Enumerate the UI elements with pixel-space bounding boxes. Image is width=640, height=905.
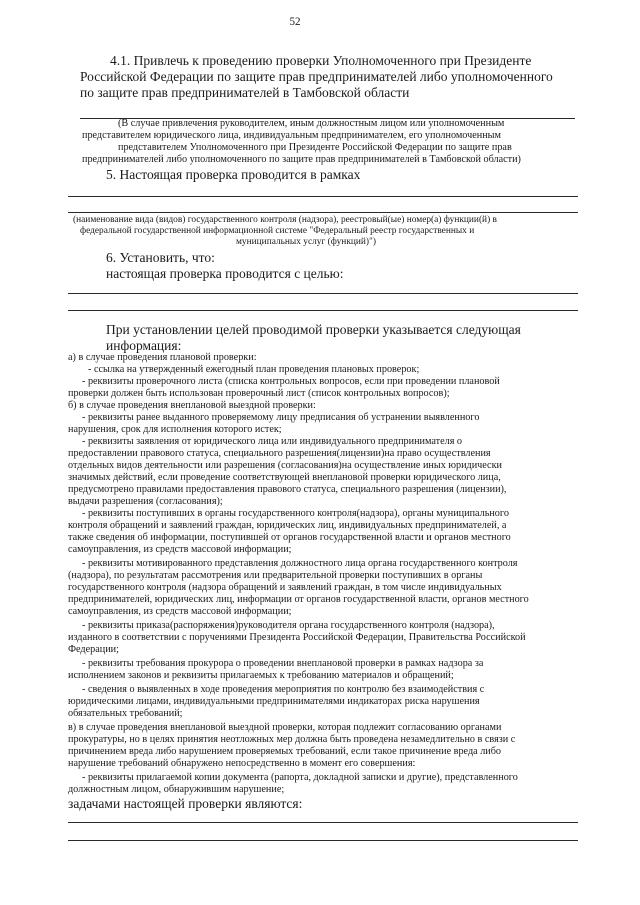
goals-heading-line-1: При установлении целей проводимой проверки указывается следующая — [106, 322, 521, 337]
note-5-line-2: федеральной государственной информационной системе "Федеральный реестр государственных и — [80, 226, 475, 236]
body-line: исполнением законов и реквизиты прилагаемых к требованию материалов и обращений; — [68, 670, 454, 681]
body-line: предпринимателей, юридических лиц, информации от органов государственной власти, органов местного — [68, 594, 529, 605]
note-4-1-line-4: предпринимателей либо уполномоченного по защите прав предпринимателей в Тамбовской области) — [82, 154, 521, 165]
body-line: выдачи разрешения (согласования); — [68, 496, 223, 507]
fill-line — [68, 196, 578, 197]
body-line: - реквизиты проверочного листа (списка контрольных вопросов, если при проведении плановой — [82, 376, 500, 387]
body-line: - ссылка на утвержденный ежегодный план проведения плановых проверок; — [88, 364, 420, 375]
body-line: б) в случае проведения внеплановой выездной проверки: — [68, 400, 316, 411]
body-line: - реквизиты приказа(распоряжения)руководителя органа государственного контроля (надзора), — [82, 620, 495, 631]
item-4-1-line-3: по защите прав предпринимателей в Тамбовской области — [80, 85, 410, 100]
fill-line — [68, 822, 578, 823]
body-line: предусмотрено правилами предоставления правового статуса, специального разрешения (лицензии), — [68, 484, 507, 495]
body-line: самоуправления, из средств массовой информации; — [68, 606, 292, 617]
item-6-label: 6. Установить, что: — [106, 250, 215, 265]
body-line: Федерации; — [68, 644, 119, 655]
body-line: обязательных требований; — [68, 708, 183, 719]
body-line: отдельных видов деятельности или разрешения (согласования)на осуществление иных юридически — [68, 460, 502, 471]
body-line: причинением вреда либо нарушением проверяемых требований, если такое причинение вреда либо — [68, 746, 502, 757]
body-line: проверки должен быть использован проверочный лист (список контрольных вопросов); — [68, 388, 450, 399]
body-line: государственного контроля (надзора обращений и заявлений граждан, в том числе индивидуальных — [68, 582, 502, 593]
item-6-goal-label: настоящая проверка проводится с целью: — [106, 266, 344, 281]
note-5-line-3: муниципальных услуг (функций)") — [236, 237, 376, 247]
item-5-label: 5. Настоящая проверка проводится в рамках — [106, 167, 361, 182]
fill-line — [68, 310, 578, 311]
note-4-1-line-2: представителем юридического лица, индивидуальным предпринимателем, его уполномоченным — [82, 130, 501, 141]
body-line: - реквизиты прилагаемой копии документа (рапорта, докладной записки и другие), представленного — [82, 772, 518, 783]
note-4-1-line-1: (В случае привлечения руководителем, иным должностным лицом или уполномоченным — [118, 118, 505, 129]
body-line: - реквизиты требования прокурора о проведении внеплановой проверки в рамках надзора за — [82, 658, 484, 669]
body-line: - реквизиты мотивированного представления должностного лица органа государственного контроля — [82, 558, 518, 569]
note-5-line-1: (наименование вида (видов) государственного контроля (надзора), реестровый(ые) номер(а) функции(й) в — [73, 215, 497, 225]
body-line: нарушение требований обнаружено непосредственно в момент его совершения: — [68, 758, 416, 769]
body-line: юридическими лицами, индивидуальными предпринимателями индикаторах риска нарушения — [68, 696, 480, 707]
body-line: - сведения о выявленных в ходе проведения мероприятия по контролю без взаимодействия с — [82, 684, 485, 695]
note-4-1-line-3: представителем Уполномоченного при Президенте Российской Федерации по защите прав — [118, 142, 512, 153]
fill-line — [68, 840, 578, 841]
body-line: прокуратуры, но в целях принятия неотложных мер должна быть проведена незамедлительно в связи с — [68, 734, 516, 745]
fill-line — [68, 212, 578, 213]
body-line: - реквизиты заявления от юридического лица или индивидуального предпринимателя о — [82, 436, 463, 447]
body-line: должностным лицом, обнаружившим нарушение; — [68, 784, 285, 795]
page-number: 52 — [289, 14, 301, 28]
body-line: значимых действий, если проведение соответствующей внеплановой проверки юридического лица, — [68, 472, 501, 483]
body-line: также сведения об информации, поступившей от органов государственной власти и органов местного — [68, 532, 511, 543]
tasks-label: задачами настоящей проверки являются: — [68, 796, 303, 811]
item-4-1-line-2: Российской Федерации по защите прав предпринимателей либо уполномоченного — [80, 69, 553, 84]
body-line: самоуправления, из средств массовой информации; — [68, 544, 292, 555]
body-line: в) в случае проведения внеплановой выездной проверки, которая подлежит согласованию органами — [68, 722, 502, 733]
body-line: предоставлении правового статуса, специального разрешения(лицензии)на право осуществления — [68, 448, 491, 459]
goals-heading-line-2: информация: — [106, 338, 182, 353]
body-line: а) в случае проведения плановой проверки: — [68, 352, 257, 363]
body-line: нарушения, срок для исполнения которого истек; — [68, 424, 282, 435]
body-line: (надзора), по результатам рассмотрения или предварительной проверки поступивших в органы — [68, 570, 483, 581]
body-line: - реквизиты ранее выданного проверяемому лицу предписания об устранении выявленного — [82, 412, 480, 423]
fill-line — [68, 293, 578, 294]
body-line: изданного в соответствии с поручениями Президента Российской Федерации, Правительства Российской — [68, 632, 526, 643]
body-line: контроля обращений и заявлений граждан, юридических лиц, индивидуальных предпринимателей, а — [68, 520, 507, 531]
body-line: - реквизиты поступивших в органы государственного контроля(надзора), органы муниципального — [82, 508, 509, 519]
item-4-1-line-1: 4.1. Привлечь к проведению проверки Уполномоченного при Президенте — [110, 53, 532, 68]
